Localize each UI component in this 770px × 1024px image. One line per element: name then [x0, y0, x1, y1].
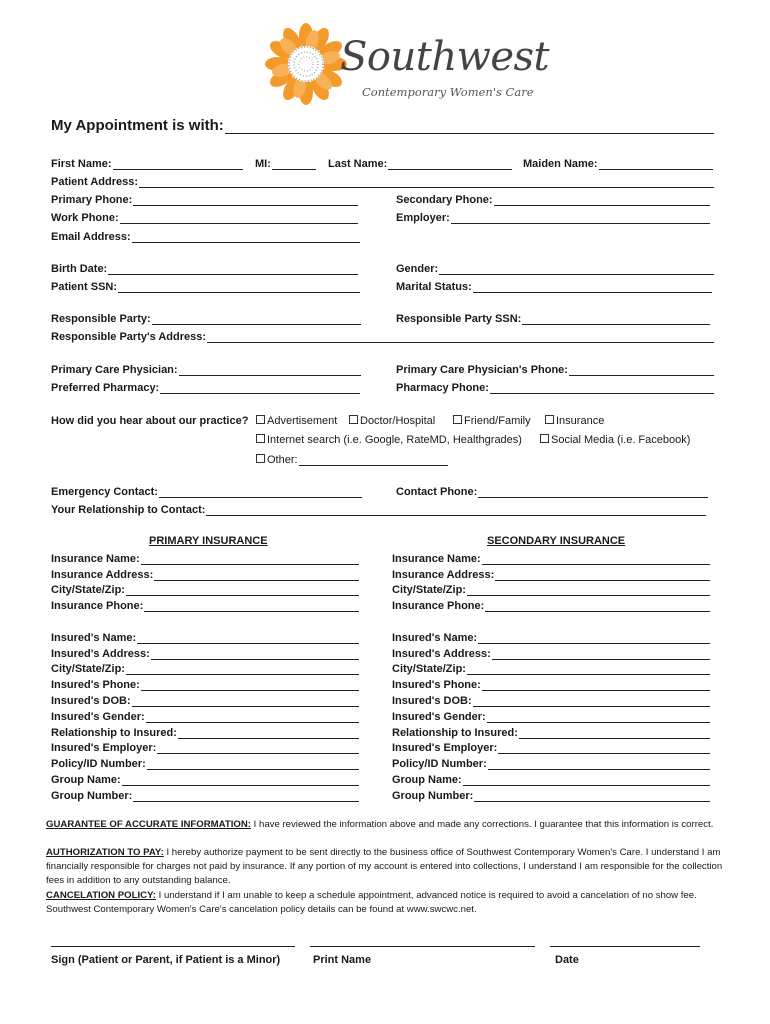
- primary-insurance-label-0: Insurance Name:: [51, 553, 140, 565]
- primary-insured-field-6[interactable]: [51, 725, 359, 739]
- sign-label: Sign (Patient or Parent, if Patient is a Minor): [51, 954, 281, 966]
- primary-insured-field-5[interactable]: [51, 709, 359, 723]
- option-insurance[interactable]: Insurance: [545, 415, 604, 427]
- checkbox-icon: [349, 415, 358, 424]
- primary-insured-field-1[interactable]: [51, 646, 359, 660]
- secondary-insured-field-2[interactable]: [392, 661, 710, 675]
- secondary-insured-field-10[interactable]: [392, 788, 710, 802]
- primary-insured-field-3[interactable]: [51, 677, 359, 691]
- checkbox-icon: [256, 434, 265, 443]
- authorization-paragraph: AUTHORIZATION TO PAY: I hereby authorize payment to be sent directly to the business office of Southwest Contemporary Women's Care. I understand I am financially responsible for charges not paid by insurance. If any portion of my account is entered into collections, I understand I am responsible for the collection fees in addition to any outstanding balance.: [46, 847, 723, 887]
- primary-insured-field-9[interactable]: [51, 772, 359, 786]
- primary-insurance-field-0[interactable]: [51, 551, 359, 565]
- brand-name: Southwest: [340, 34, 550, 80]
- primary-insured-label-0: Insured's Name:: [51, 632, 137, 644]
- print-name-label: Print Name: [313, 954, 372, 966]
- contact-phone-field[interactable]: Contact Phone:: [396, 484, 708, 498]
- primary-insured-label-5: Insured's Gender:: [51, 711, 145, 723]
- primary-insured-field-2[interactable]: [51, 661, 359, 675]
- secondary-insurance-label-1: Insurance Address:: [392, 569, 495, 581]
- secondary-insured-label-5: Insured's Gender:: [392, 711, 486, 723]
- print-name-line[interactable]: [310, 946, 535, 947]
- secondary-insured-field-7[interactable]: [392, 740, 710, 754]
- secondary-insured-field-0[interactable]: [392, 630, 710, 644]
- secondary-insurance-field-0[interactable]: [392, 551, 710, 565]
- secondary-insured-field-9[interactable]: [392, 772, 710, 786]
- guarantee-paragraph: GUARANTEE OF ACCURATE INFORMATION: I have reviewed the information above and made any corrections. I guarantee that this information is correct.: [46, 819, 714, 830]
- option-internet-search[interactable]: Internet search (i.e. Google, RateMD, Healthgrades): [256, 434, 522, 446]
- secondary-insurance-label-3: Insurance Phone:: [392, 600, 485, 612]
- primary-insured-field-7[interactable]: [51, 740, 359, 754]
- option-other[interactable]: Other:: [256, 452, 448, 466]
- secondary-insurance-field-1[interactable]: [392, 567, 710, 581]
- secondary-insurance-field-3[interactable]: [392, 598, 710, 612]
- date-label: Date: [555, 954, 579, 966]
- primary-insured-label-10: Group Number:: [51, 790, 133, 802]
- secondary-insured-label-6: Relationship to Insured:: [392, 727, 518, 739]
- work-phone-field[interactable]: Work Phone:: [51, 210, 358, 224]
- primary-insurance-field-1[interactable]: [51, 567, 359, 581]
- relationship-field[interactable]: Your Relationship to Contact:: [51, 502, 706, 516]
- secondary-insured-label-2: City/State/Zip:: [392, 663, 466, 675]
- primary-insured-field-8[interactable]: [51, 756, 359, 770]
- birth-date-field[interactable]: Birth Date:: [51, 261, 358, 275]
- emergency-contact-field[interactable]: Emergency Contact:: [51, 484, 362, 498]
- cancelation-paragraph: CANCELATION POLICY: I understand if I am unable to keep a schedule appointment, advanced notice is required to avoid a cancelation of no show fee. Southwest Contemporary Women's Care's cancelation policy details can be found at www.swcwc.net.: [46, 890, 697, 916]
- secondary-insurance-field-2[interactable]: [392, 582, 710, 596]
- responsible-ssn-field[interactable]: Responsible Party SSN:: [396, 311, 710, 325]
- secondary-insured-label-9: Group Name:: [392, 774, 462, 786]
- secondary-insured-field-4[interactable]: [392, 693, 710, 707]
- pharmacy-field[interactable]: Preferred Pharmacy:: [51, 380, 360, 394]
- brand-tagline: Contemporary Women's Care: [362, 85, 534, 99]
- secondary-insured-label-1: Insured's Address:: [392, 648, 491, 660]
- responsible-address-field[interactable]: Responsible Party's Address:: [51, 329, 714, 343]
- primary-insurance-label-2: City/State/Zip:: [51, 584, 125, 596]
- pcp-phone-field[interactable]: Primary Care Physician's Phone:: [396, 362, 714, 376]
- option-friend-family[interactable]: Friend/Family: [453, 415, 531, 427]
- secondary-insurance-header: SECONDARY INSURANCE: [487, 535, 626, 547]
- secondary-insured-field-6[interactable]: [392, 725, 710, 739]
- primary-insured-label-8: Policy/ID Number:: [51, 758, 146, 770]
- primary-insured-label-2: City/State/Zip:: [51, 663, 125, 675]
- secondary-insured-label-3: Insured's Phone:: [392, 679, 481, 691]
- primary-insured-label-3: Insured's Phone:: [51, 679, 140, 691]
- primary-insured-field-10[interactable]: [51, 788, 359, 802]
- secondary-insured-field-1[interactable]: [392, 646, 710, 660]
- date-line[interactable]: [550, 946, 700, 947]
- secondary-insured-label-4: Insured's DOB:: [392, 695, 472, 707]
- mi-field[interactable]: MI:: [255, 156, 316, 170]
- primary-insured-label-4: Insured's DOB:: [51, 695, 131, 707]
- option-advertisement[interactable]: Advertisement: [256, 415, 337, 427]
- marital-status-field[interactable]: Marital Status:: [396, 279, 712, 293]
- appointment-field[interactable]: [51, 114, 714, 134]
- primary-insured-field-0[interactable]: [51, 630, 359, 644]
- sign-line[interactable]: [51, 946, 295, 947]
- secondary-phone-field[interactable]: Secondary Phone:: [396, 192, 710, 206]
- page-title: My Appointment is with:: [51, 117, 224, 134]
- gender-field[interactable]: Gender:: [396, 261, 714, 275]
- pharmacy-phone-field[interactable]: Pharmacy Phone:: [396, 380, 714, 394]
- primary-insured-label-6: Relationship to Insured:: [51, 727, 177, 739]
- first-name-field[interactable]: First Name:: [51, 156, 243, 170]
- secondary-insured-field-5[interactable]: [392, 709, 710, 723]
- ssn-field[interactable]: Patient SSN:: [51, 279, 360, 293]
- primary-insurance-label-1: Insurance Address:: [51, 569, 154, 581]
- maiden-name-field[interactable]: Maiden Name:: [523, 156, 713, 170]
- checkbox-icon: [545, 415, 554, 424]
- email-field[interactable]: Email Address:: [51, 229, 360, 243]
- primary-insurance-field-3[interactable]: [51, 598, 359, 612]
- primary-insurance-label-3: Insurance Phone:: [51, 600, 144, 612]
- primary-insured-label-7: Insured's Employer:: [51, 742, 157, 754]
- hear-question: How did you hear about our practice?: [51, 415, 249, 427]
- secondary-insured-field-3[interactable]: [392, 677, 710, 691]
- checkbox-icon: [256, 415, 265, 424]
- secondary-insured-label-8: Policy/ID Number:: [392, 758, 487, 770]
- option-doctor-hospital[interactable]: Doctor/Hospital: [349, 415, 435, 427]
- secondary-insured-label-7: Insured's Employer:: [392, 742, 498, 754]
- secondary-insurance-label-0: Insurance Name:: [392, 553, 481, 565]
- checkbox-icon: [453, 415, 462, 424]
- option-social-media[interactable]: Social Media (i.e. Facebook): [540, 434, 690, 446]
- primary-insurance-header: PRIMARY INSURANCE: [149, 535, 268, 547]
- primary-insured-label-1: Insured's Address:: [51, 648, 150, 660]
- primary-insured-label-9: Group Name:: [51, 774, 121, 786]
- checkbox-icon: [540, 434, 549, 443]
- logo: [262, 22, 550, 107]
- last-name-field[interactable]: Last Name:: [328, 156, 512, 170]
- secondary-insured-label-10: Group Number:: [392, 790, 474, 802]
- employer-field[interactable]: Employer:: [396, 210, 710, 224]
- sunflower-icon: [262, 22, 352, 107]
- secondary-insurance-label-2: City/State/Zip:: [392, 584, 466, 596]
- secondary-insured-label-0: Insured's Name:: [392, 632, 478, 644]
- checkbox-icon: [256, 454, 265, 463]
- primary-insurance-field-2[interactable]: [51, 582, 359, 596]
- primary-phone-field[interactable]: Primary Phone:: [51, 192, 358, 206]
- primary-insured-field-4[interactable]: [51, 693, 359, 707]
- secondary-insured-field-8[interactable]: [392, 756, 710, 770]
- pcp-field[interactable]: Primary Care Physician:: [51, 362, 361, 376]
- responsible-party-field[interactable]: Responsible Party:: [51, 311, 361, 325]
- patient-address-field[interactable]: Patient Address:: [51, 174, 714, 188]
